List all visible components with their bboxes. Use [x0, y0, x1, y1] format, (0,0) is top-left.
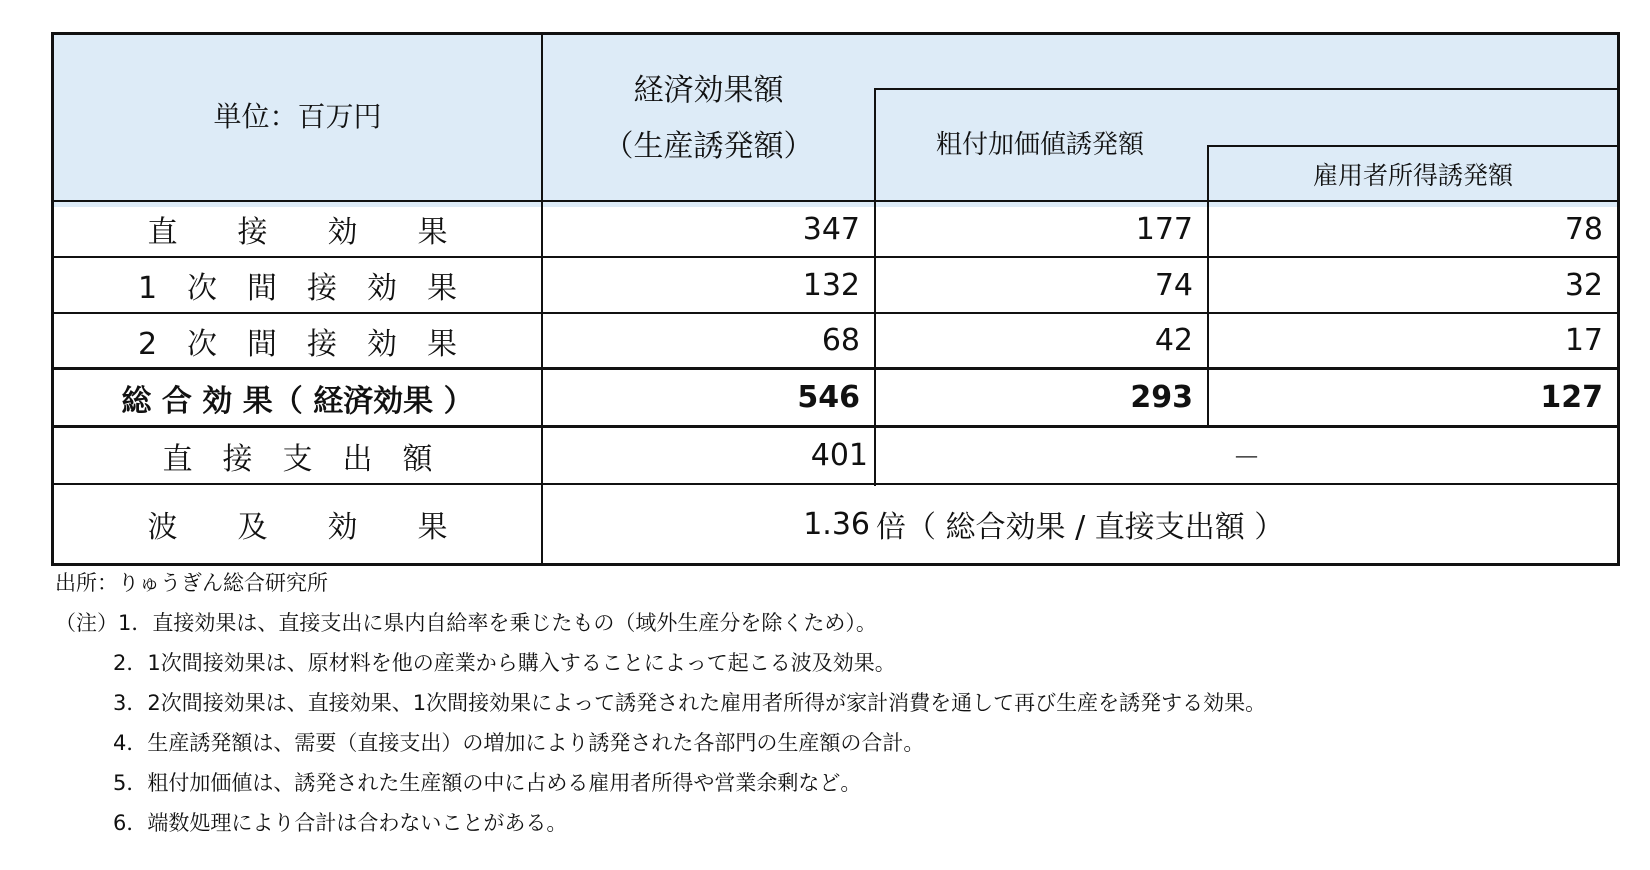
header-line-value-added [874, 88, 1617, 90]
cell-direct-spending: 401 [810, 438, 868, 473]
cell-total-production: 546 [797, 380, 860, 415]
cell-income: 78 [1564, 211, 1603, 247]
note-item: 2．1次間接効果は、原材料を他の産業から購入することによって起こる波及効果。 [113, 651, 896, 675]
value-added-header: 粗付加価値誘発額 [936, 129, 1145, 160]
row-label-total-effect: 総 合 効 果（ 経済効果 ） [121, 383, 474, 419]
row-label-direct-spending: 直 接 支 出 額 [162, 441, 433, 477]
cell-production: 347 [802, 211, 860, 247]
row-label-secondary-indirect: 2 次 間 接 効 果 [137, 326, 458, 362]
economic-effect-table [51, 32, 1620, 566]
unit-label: 単位：百万円 [213, 100, 382, 133]
row-label-direct-effect: 直 接 効 果 [147, 215, 448, 250]
cell-value-added: 177 [1135, 211, 1193, 247]
cell-total-value-added: 293 [1130, 380, 1193, 415]
cell-production: 68 [821, 323, 860, 358]
cell-income: 17 [1564, 323, 1603, 358]
production-induced-header: （生産誘発額） [603, 129, 814, 164]
employee-income-header: 雇用者所得誘発額 [1312, 160, 1513, 190]
cell-value-added: 74 [1154, 267, 1193, 303]
cell-production: 132 [802, 267, 860, 303]
note-item: 5．粗付加価値は、誘発された生産額の中に占める雇用者所得や営業余剰など。 [113, 771, 862, 795]
note-item: （注）1．直接効果は、直接支出に県内自給率を乗じたもの（域外生産分を除くため）。 [55, 611, 877, 635]
row-label-primary-indirect: 1 次 間 接 効 果 [137, 271, 458, 306]
economic-effect-header: 経済効果額 [633, 73, 784, 108]
note-item: 6．端数処理により合計は合わないことがある。 [113, 811, 568, 835]
row-label-ripple-effect: 波 及 効 果 [147, 510, 448, 545]
cell-total-income: 127 [1540, 380, 1603, 415]
cell-dash: － [1232, 440, 1261, 474]
source-note: 出所：りゅうぎん総合研究所 [55, 571, 328, 595]
cell-ripple-value: 1.36 [803, 506, 870, 542]
note-item: 4．生産誘発額は、需要（直接支出）の増加により誘発された各部門の生産額の合計。 [113, 731, 925, 755]
note-item: 3．2次間接効果は、直接効果、1次間接効果によって誘発された雇用者所得が家計消費を通して再び生産を誘発する効果。 [113, 691, 1267, 715]
cell-income: 32 [1564, 267, 1603, 303]
cell-value-added: 42 [1154, 323, 1193, 358]
cell-ripple-description: 倍（ 総合効果 / 直接支出額 ） [876, 510, 1285, 545]
